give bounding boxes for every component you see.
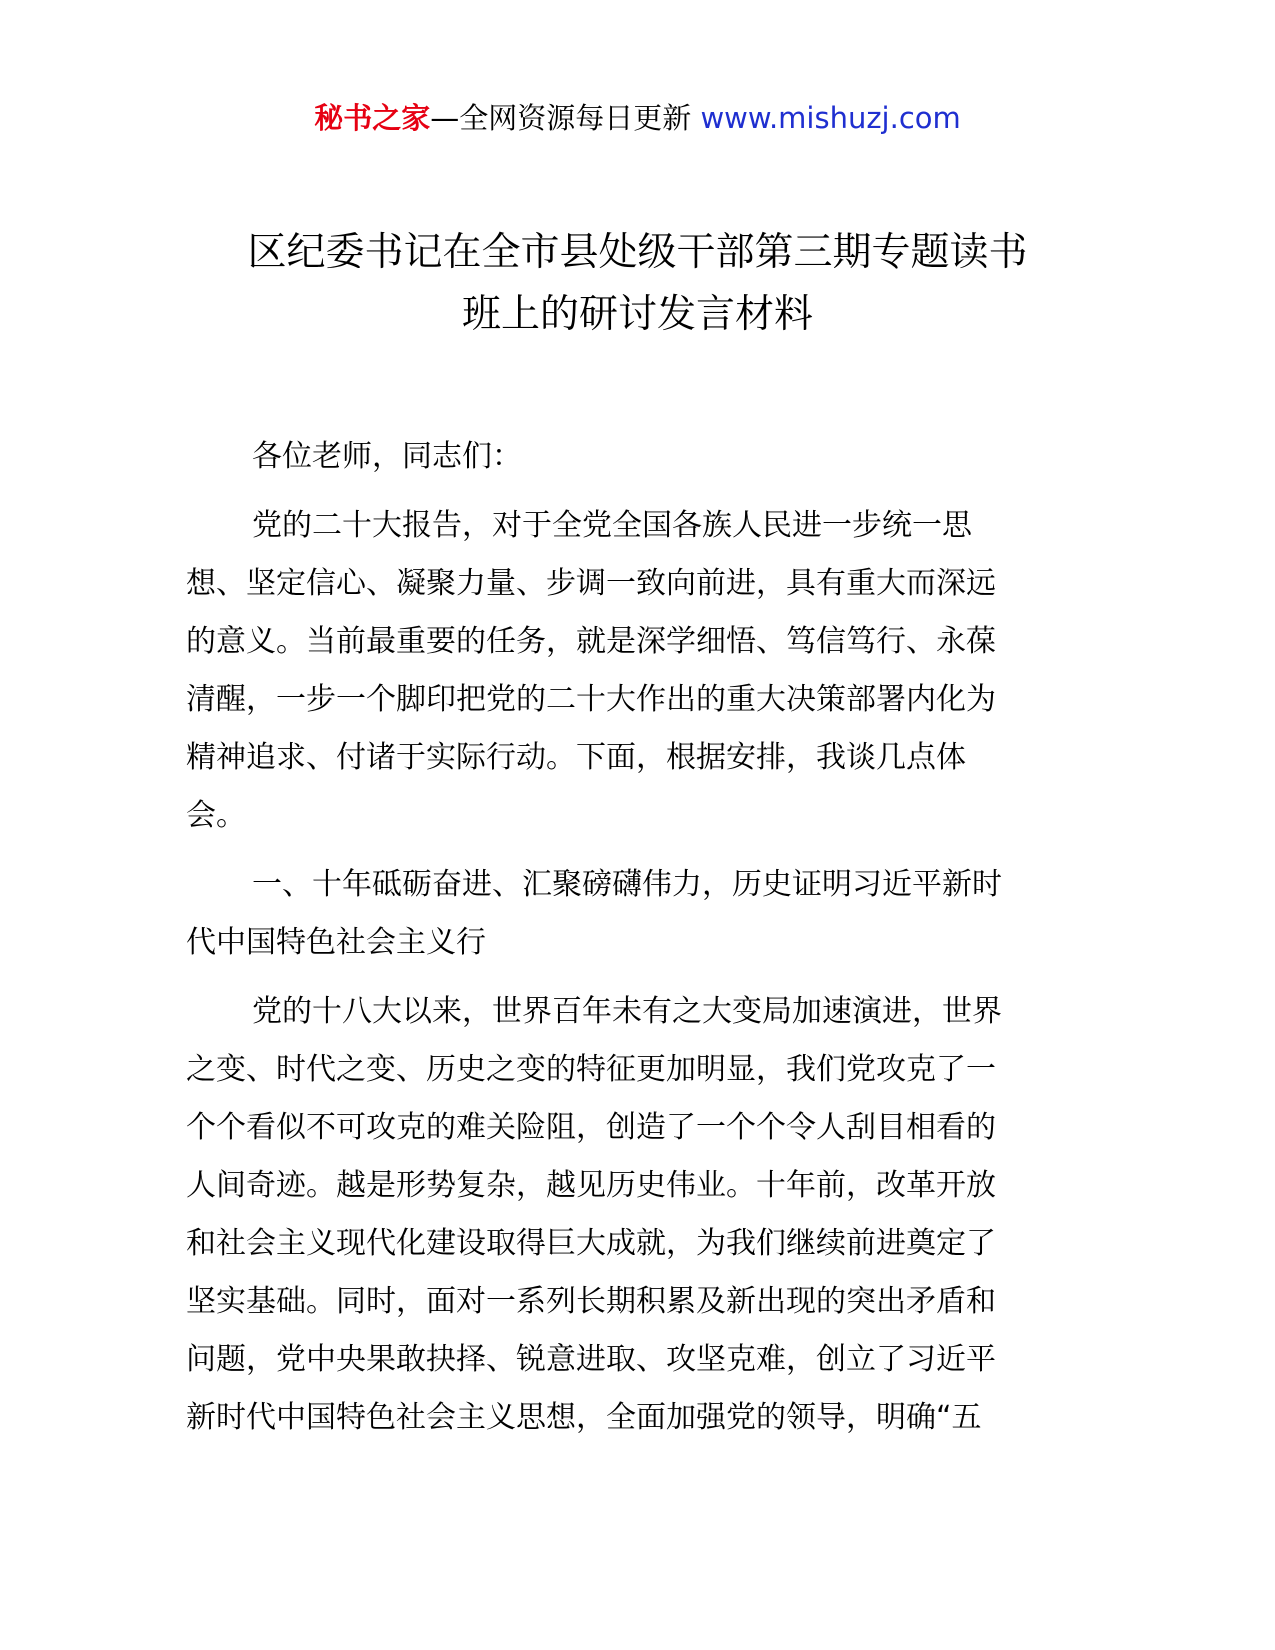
text-line: 想、坚定信心、凝聚力量、步调一致向前进，具有重大而深远: [186, 566, 996, 601]
text-line: 问题，党中央果敢抉择、锐意进取、攻坚克难，创立了习近平: [186, 1342, 996, 1377]
document-title: [140, 222, 1135, 346]
paragraph-section-one: [186, 983, 1091, 1447]
title-line: 班上的研讨发言材料: [461, 292, 813, 337]
text-line: 会。: [186, 798, 246, 833]
paragraph-salutation: [186, 428, 1091, 486]
text-line: 新时代中国特色社会主义思想，全面加强党的领导，明确“五: [186, 1400, 982, 1435]
text-line: 人间奇迹。越是形势复杂，越见历史伟业。十年前，改革开放: [186, 1168, 996, 1203]
site-slogan: —全网资源每日更新: [430, 101, 692, 135]
text-line: 之变、时代之变、历史之变的特征更加明显，我们党攻克了一: [186, 1052, 996, 1087]
text-line: 清醒，一步一个脚印把党的二十大作出的重大决策部署内化为: [186, 682, 996, 717]
site-url-link[interactable]: www.mishuzj.com: [700, 101, 961, 135]
site-brand: 秘书之家: [314, 101, 431, 135]
text-line: 一、十年砥砺奋进、汇聚磅礴伟力，历史证明习近平新时: [252, 867, 1002, 902]
section-heading-one: [186, 856, 1091, 972]
text-line: 和社会主义现代化建设取得巨大成就，为我们继续前进奠定了: [186, 1226, 996, 1261]
site-header: [0, 98, 1275, 138]
text-line: 个个看似不可攻克的难关险阻，创造了一个个令人刮目相看的: [186, 1110, 996, 1145]
title-line: 区纪委书记在全市县处级干部第三期专题读书: [247, 230, 1028, 275]
text-line: 的意义。当前最重要的任务，就是深学细悟、笃信笃行、永葆: [186, 624, 996, 659]
text-line: 党的二十大报告，对于全党全国各族人民进一步统一思: [252, 508, 972, 543]
text-line: 各位老师，同志们：: [252, 439, 522, 474]
text-line: 坚实基础。同时，面对一系列长期积累及新出现的突出矛盾和: [186, 1284, 996, 1319]
paragraph-intro: [186, 497, 1091, 845]
document-body: [186, 428, 1091, 1458]
text-line: 代中国特色社会主义行: [186, 925, 486, 960]
text-line: 党的十八大以来，世界百年未有之大变局加速演进，世界: [252, 994, 1002, 1029]
text-line: 精神追求、付诸于实际行动。下面，根据安排，我谈几点体: [186, 740, 966, 775]
